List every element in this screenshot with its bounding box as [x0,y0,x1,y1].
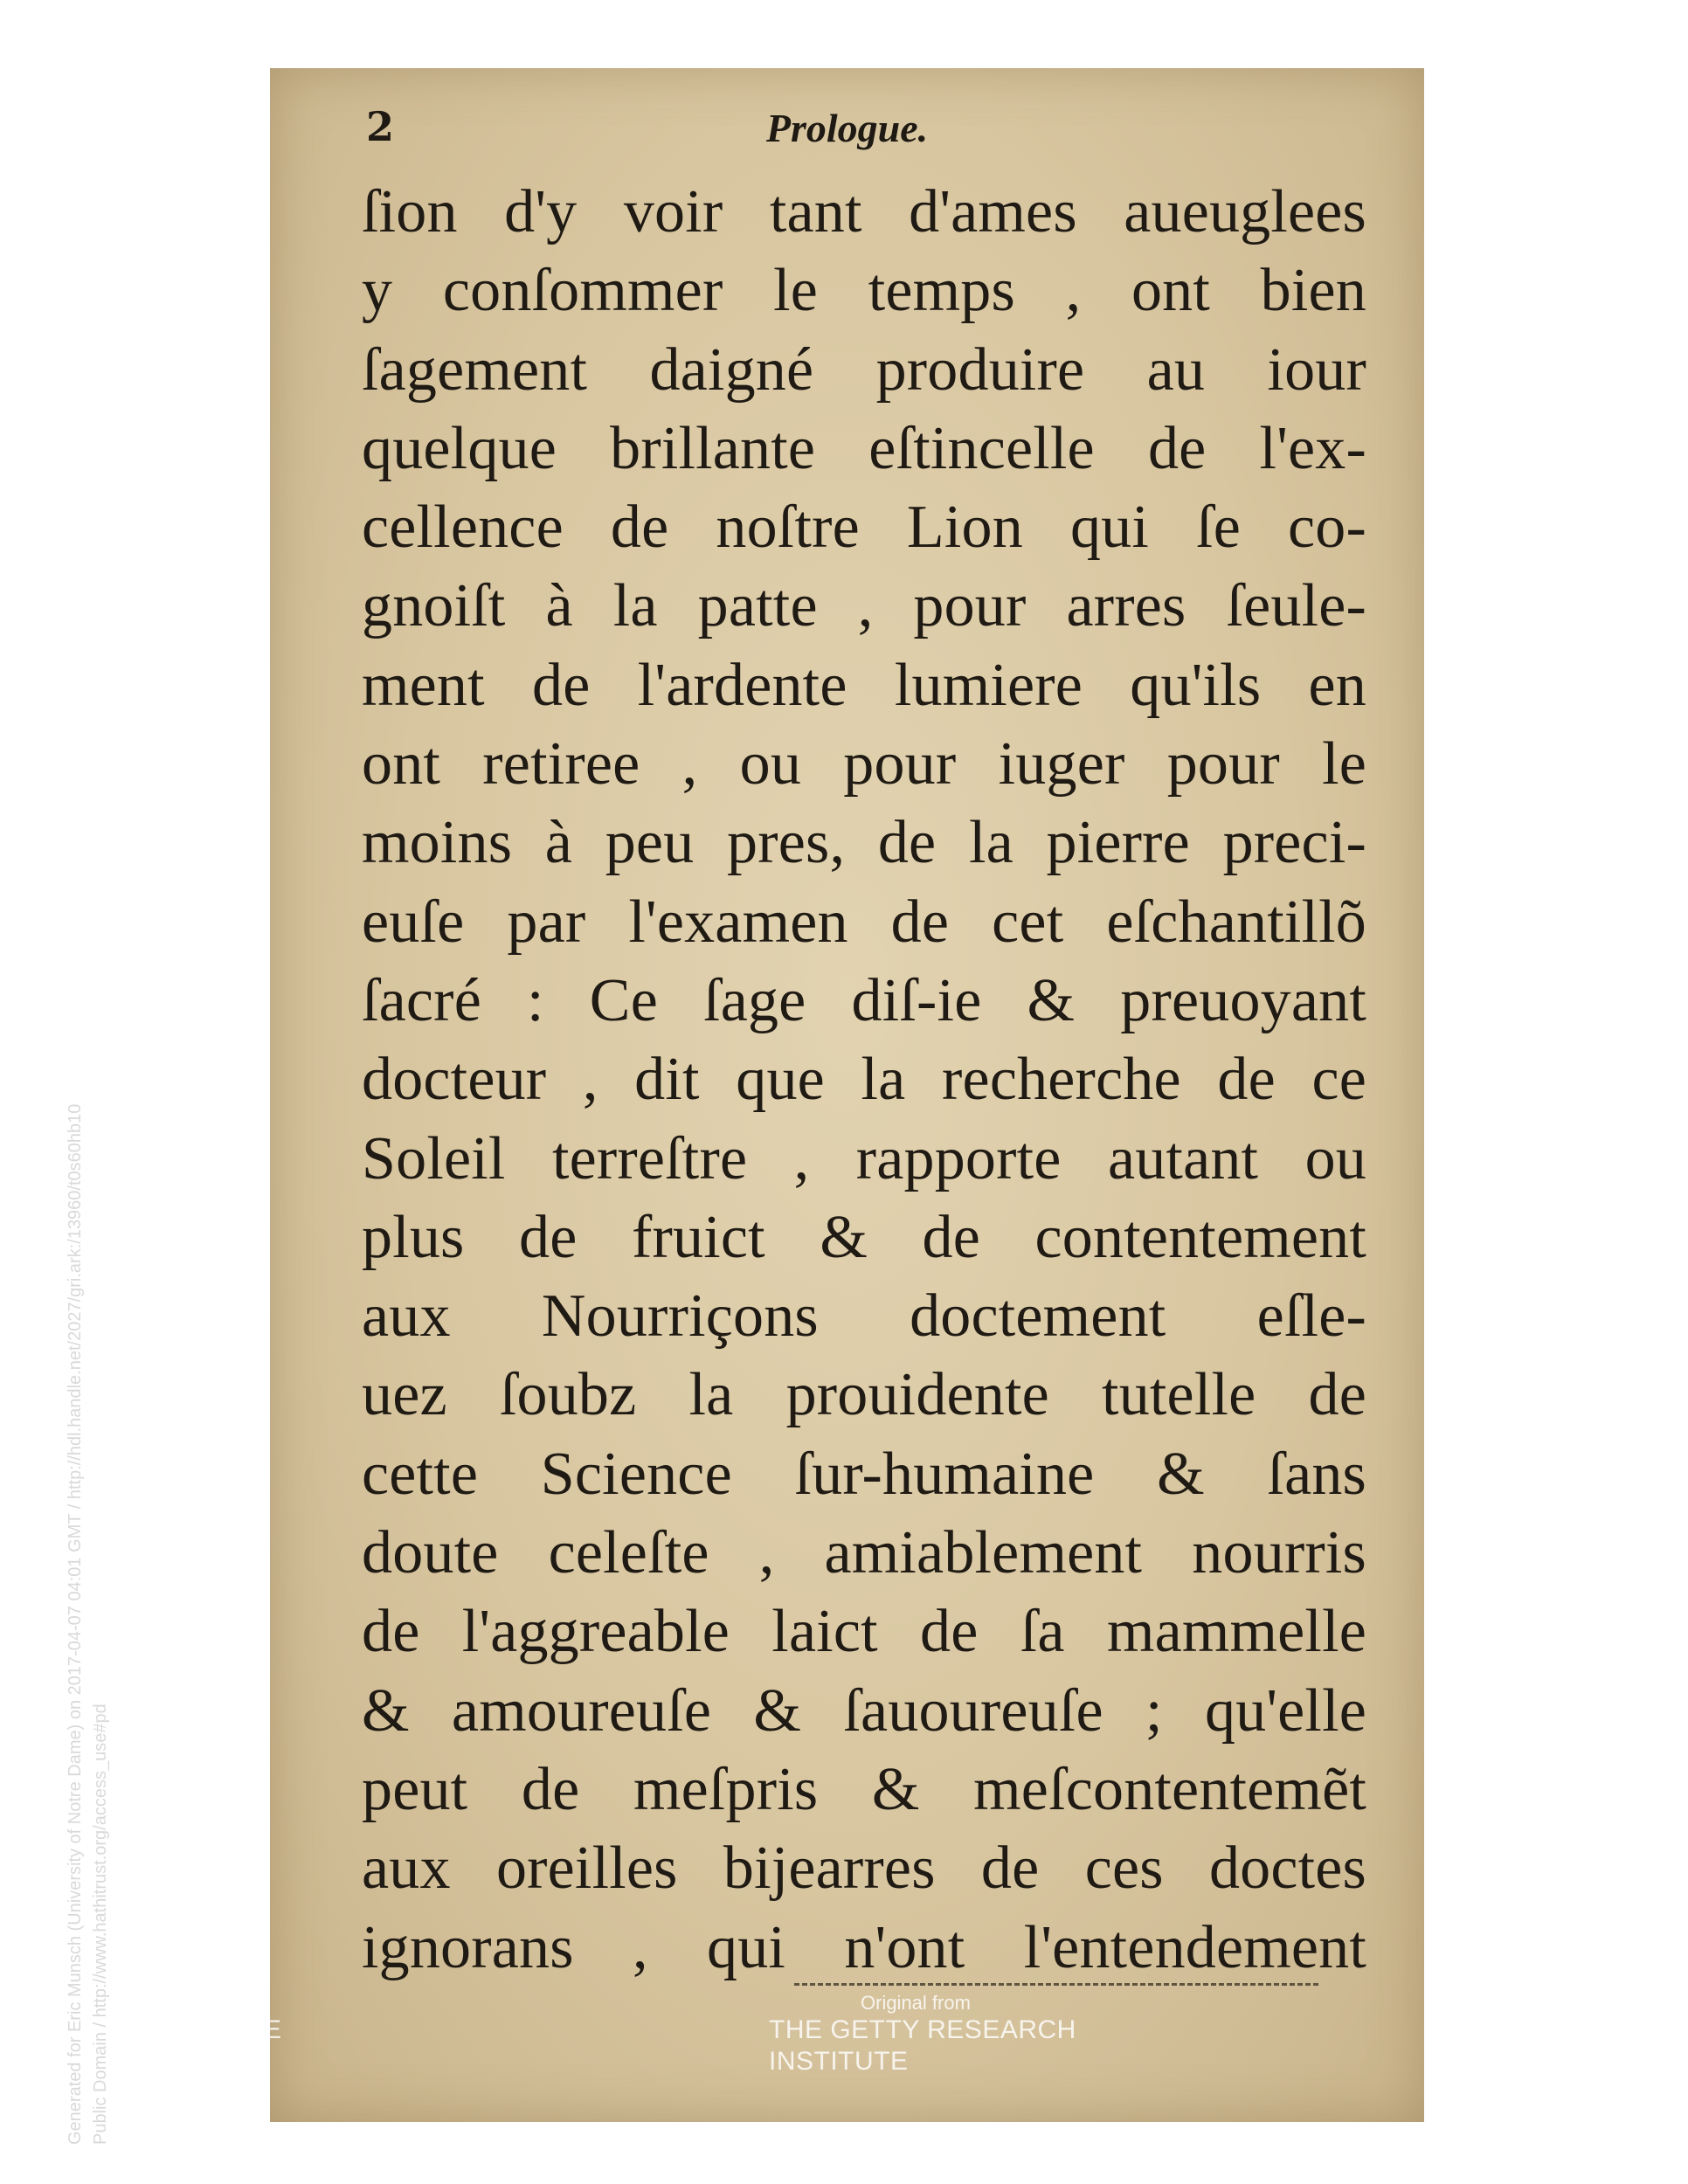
text-line: Soleil terreſtre , rapporte autant ou [362,1124,1366,1192]
text-line: doute celeſte , amiablement nourris [362,1519,1366,1587]
running-head [270,103,1424,173]
text-line: cette Science ſur-humaine & ſans [362,1440,1366,1508]
text-line: uez ſoubz la prouidente tutelle de [362,1361,1366,1429]
side-stamp-line: Public Domain / http://www.hathitrust.org/access_use#pd [91,1704,110,2145]
text-line: aux oreilles bijearres de ces doctes [362,1835,1366,1903]
text-line: y conſommer le temps , ont bien [362,257,1366,325]
bottom-rule [794,1983,1318,1986]
page-number: 2 [366,103,395,150]
running-title: Prologue. [765,106,929,150]
text-line: gnoiſt à la patte , pour arres ſeule- [362,572,1366,640]
text-line: ont retiree , ou pour iuger pour le [362,730,1366,798]
text-line: ignorans , qui n'ont l'entendement [362,1913,1366,1981]
text-line: docteur , dit que la recherche de ce [362,1046,1366,1114]
text-line: euſe par l'examen de cet eſchantillõ [362,888,1366,956]
text-line: ment de l'ardente lumiere qu'ils en [362,651,1366,719]
text-line: ſion d'y voir tant d'ames aueuglees [362,178,1366,245]
scanned-page [270,68,1424,2122]
text-line: & amoureuſe & ſauoureuſe ; qu'elle [362,1676,1366,1745]
text-line: de l'aggreable laict de ſa mammelle [362,1598,1366,1666]
text-line: moins à peu pres, de la pierre preci- [362,809,1366,877]
side-stamp [63,1104,114,2145]
watermark-digitized-label: Digitized by [87,1992,187,2014]
watermark-digitized-by [22,1992,282,2046]
body-text [362,173,1366,1987]
watermark-internet-archive: INTERNET ARCHIVE [22,2015,282,2045]
side-stamp-line: Generated for Eric Munsch (University of Notre Dame) on 2017-04-07 04:01 GMT / http://hdl.handle.net/2027/gri.ark:/13960/t0s60hb10 [66,1103,85,2145]
text-line: aux Nourriçons doctement eſle- [362,1282,1366,1351]
text-line: plus de fruict & de contentement [362,1203,1366,1271]
text-line: quelque brillante eſtincelle de l'ex- [362,414,1366,482]
text-line: ſagement daigné produire au iour [362,335,1366,404]
watermark-original-label: Original from [861,1992,971,2014]
text-line: cellence de noſtre Lion qui ſe co- [362,494,1366,562]
watermark-original-from [769,1992,1223,2077]
watermark-getty: THE GETTY RESEARCH INSTITUTE [769,2015,1076,2077]
text-line: ſacré : Ce ſage diſ-ie & preuoyant [362,966,1366,1034]
text-line: peut de meſpris & meſcontentemẽt [362,1755,1366,1823]
